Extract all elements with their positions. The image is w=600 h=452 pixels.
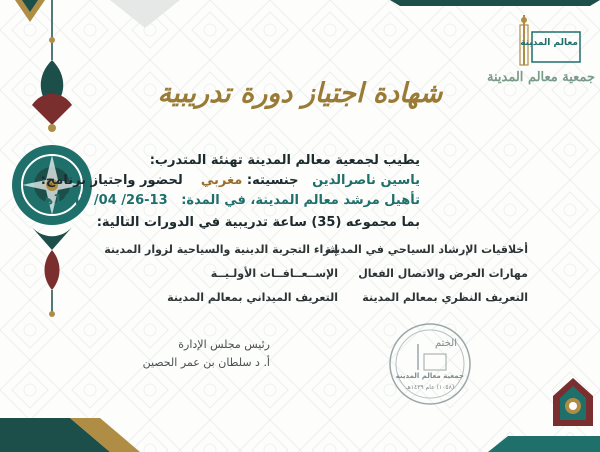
seal-ring-text: جمعية معالم المدينة <box>395 372 464 380</box>
logo-caption: جمعية معالم المدينة <box>487 70 595 85</box>
program-line-row <box>40 193 420 208</box>
bottom-left-corner-ornament <box>0 408 140 452</box>
top-center-ornament <box>110 0 180 30</box>
course-right-3: التعريف النظري بمعالم المدينة <box>362 291 528 304</box>
seal-ring-icon <box>388 322 472 406</box>
bottom-right-corner-ornament <box>488 436 600 452</box>
organization-logo <box>486 10 596 90</box>
top-right-corner-ornament <box>390 0 600 10</box>
seal-heading: الختم <box>435 338 457 349</box>
program-date: 13-26/ 04/ 1447هـ <box>39 193 168 208</box>
hanging-ornament <box>12 0 92 320</box>
nationality-label: جنسيته: <box>246 173 299 188</box>
certificate-title-area <box>150 70 450 130</box>
program-line: تأهيل مرشد معالم المدينة، في المدة: <box>181 193 420 208</box>
intro-line: يطيب لجمعية معالم المدينة تهنئة المتدرب: <box>149 153 420 168</box>
certificate-title: شهادة اجتياز دورة تدريبية <box>157 78 443 109</box>
signature-name: أ. د سلطان بن عمر الحصين <box>142 356 270 369</box>
course-right-2: مهارات العرض والاتصال الفعال <box>358 267 528 280</box>
trainee-line <box>41 173 420 188</box>
nationality-value: مغربي <box>200 173 243 188</box>
logo-emblem-text: معالم المدينة <box>520 38 578 48</box>
official-seal <box>388 322 472 406</box>
trainee-name: ياسين ناصرالدين <box>312 173 420 188</box>
course-left-3: التعريف الميداني بمعالم المدينة <box>167 291 338 304</box>
course-left-1: إثراء التجربة الدينية والسياحية لزوار المدينة <box>104 243 338 256</box>
bottom-right-ornament <box>548 376 598 436</box>
hours-line: بما مجموعه (35) ساعة تدريبية في الدورات التالية: <box>96 215 420 230</box>
course-left-2: الإســعــافــات الأولـيــة <box>210 267 338 280</box>
course-right-1: أخلاقيات الإرشاد السياحي في المدينة <box>324 243 528 256</box>
signature-role: رئيس مجلس الإدارة <box>178 338 270 351</box>
program-label: لحضور واجتياز برنامج: <box>40 173 183 188</box>
seal-registration: (١٠٥٨) عام ١٤٣٩هـ <box>405 384 455 391</box>
